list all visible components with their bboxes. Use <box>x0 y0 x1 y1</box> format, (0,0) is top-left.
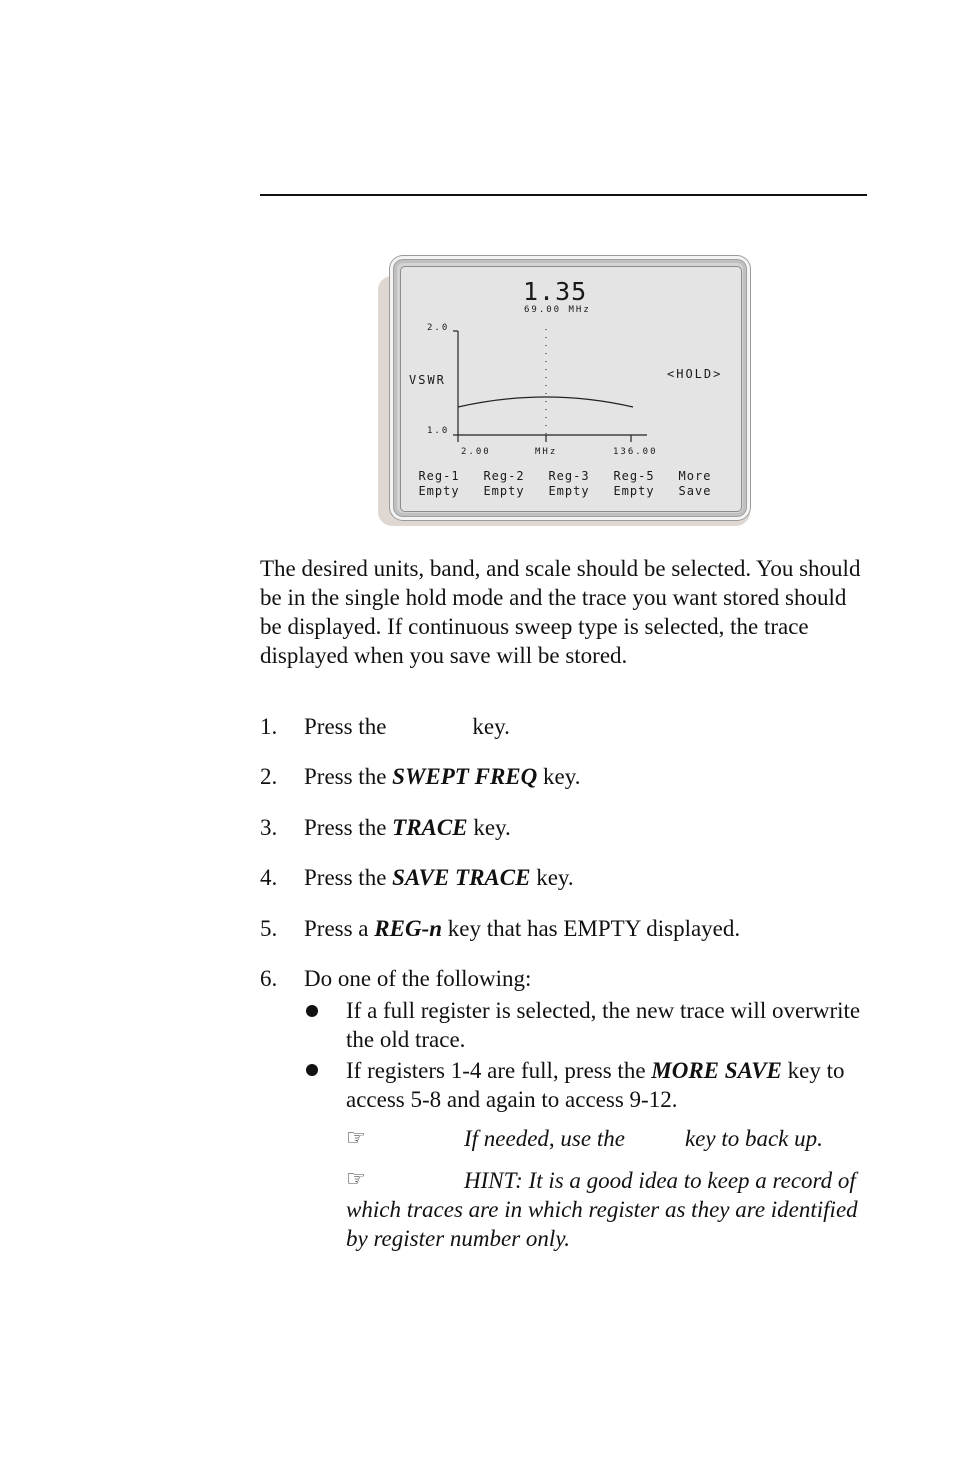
analyzer-illustration <box>376 256 752 528</box>
step-number: 6. <box>260 966 278 991</box>
device-screen <box>400 266 742 512</box>
step-suffix: key. <box>472 714 510 739</box>
step-number: 5. <box>260 916 278 941</box>
softkey-reg-5[interactable] <box>604 469 664 499</box>
step-prefix: Press a <box>304 916 369 941</box>
header-rule <box>260 194 867 196</box>
step-suffix: key. <box>536 865 574 890</box>
step-text <box>304 914 740 943</box>
bullet-full-register: If a full register is selected, the new trace will overwrite the old trace. <box>346 998 861 1052</box>
step-text: Do one of the following: <box>304 966 532 991</box>
step-suffix: key. <box>543 764 581 789</box>
step-number: 1. <box>260 714 278 739</box>
step-prefix: Press the <box>304 714 387 739</box>
key-name: REG-n <box>374 916 443 941</box>
hold-indicator: <HOLD> <box>667 367 723 381</box>
y-axis-top-label: 2.0 <box>427 323 450 333</box>
softkey-label: Reg-1 <box>418 469 460 483</box>
softkey-sublabel: Empty <box>418 484 460 498</box>
bullet-dot <box>306 1005 318 1017</box>
step-prefix: Press the <box>304 764 387 789</box>
key-name: MORE SAVE <box>651 1058 782 1083</box>
step-number: 4. <box>260 865 278 890</box>
key-name: SAVE TRACE <box>392 865 531 890</box>
softkey-sublabel: Empty <box>483 484 525 498</box>
y-axis-label: VSWR <box>409 373 446 387</box>
step-text <box>304 863 574 892</box>
note-suffix: key to back up. <box>684 1126 823 1151</box>
x-axis-start-label: 2.00 <box>461 447 491 457</box>
step-text <box>304 712 510 741</box>
softkey-reg-3[interactable] <box>539 469 599 499</box>
reading-frequency: 69.00 MHz <box>524 305 591 315</box>
note-hint: HINT: It is a good idea to keep a record of which traces are in which register as they are identified by register number only. <box>346 1168 858 1251</box>
note-prefix: If needed, use the <box>464 1126 625 1151</box>
softkey-sublabel: Empty <box>548 484 590 498</box>
softkey-sublabel: Save <box>678 484 712 498</box>
softkey-label: Reg-3 <box>548 469 590 483</box>
bullet-prefix: If registers 1-4 are full, press the <box>346 1058 646 1083</box>
step-suffix: key that has EMPTY displayed. <box>447 916 741 941</box>
key-name: TRACE <box>392 815 468 840</box>
step-number: 2. <box>260 764 278 789</box>
softkey-more-save[interactable] <box>665 469 725 499</box>
softkey-reg-2[interactable] <box>474 469 534 499</box>
softkey-sublabel: Empty <box>613 484 655 498</box>
x-axis-end-label: 136.00 <box>613 447 658 457</box>
bullet-suffix: key to access 5-8 and again to access 9-12. <box>346 1058 845 1112</box>
step-prefix: Press the <box>304 815 387 840</box>
x-axis-unit-label: MHz <box>535 447 558 457</box>
bullet-dot <box>306 1064 318 1076</box>
vswr-reading: 1.35 <box>523 277 588 306</box>
softkey-label: Reg-5 <box>613 469 655 483</box>
softkey-reg-1[interactable] <box>409 469 469 499</box>
softkey-label: More <box>678 469 712 483</box>
step-number: 3. <box>260 815 278 840</box>
step-suffix: key. <box>473 815 511 840</box>
pointing-hand-icon: ☞ <box>346 1126 366 1151</box>
key-name: SWEPT FREQ <box>392 764 538 789</box>
bullet-more-save <box>346 1056 876 1114</box>
step-text <box>304 813 511 842</box>
step-text <box>304 762 580 791</box>
pointing-hand-icon: ☞ <box>346 1167 366 1192</box>
y-axis-bottom-label: 1.0 <box>427 426 450 436</box>
step-prefix: Press the <box>304 865 387 890</box>
softkey-label: Reg-2 <box>483 469 525 483</box>
note-back-up <box>464 1124 823 1153</box>
intro-paragraph: The desired units, band, and scale should be selected. You should be in the single hold mode and the trace you want stored should be displayed. If continuous sweep type is selected, the trace displayed when you save will be stored. <box>260 556 861 668</box>
